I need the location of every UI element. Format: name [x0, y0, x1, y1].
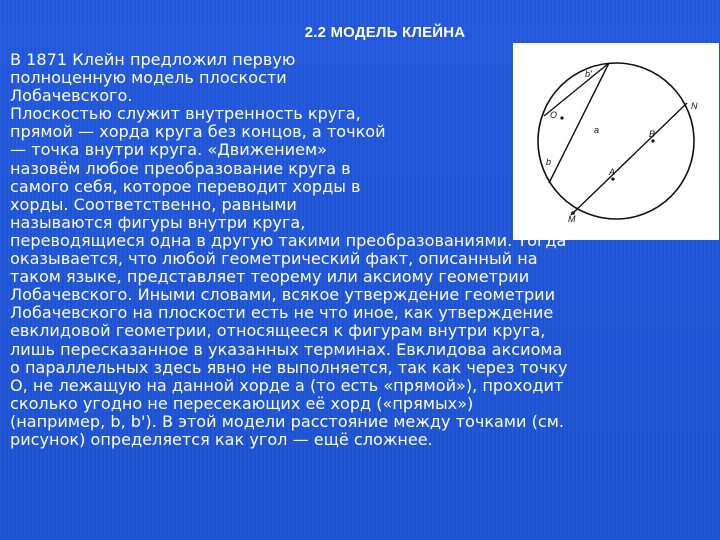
body-line: называются фигуры внутри круга, [10, 212, 306, 232]
body-line: Плоскостью служит внутренность круга, [10, 104, 361, 124]
label-M: M [568, 214, 576, 224]
body-line: таком языке, представляет теорему или аксиому геометрии [10, 267, 530, 287]
label-a: a [594, 125, 600, 135]
label-O: O [550, 110, 558, 120]
body-line: переводящиеся одна в другую такими преобразованиями. Тогда [10, 230, 567, 250]
body-line: прямой — хорда круга без концов, а точкой [10, 122, 386, 142]
body-text [10, 51, 710, 449]
label-A: A [609, 167, 616, 177]
body-line: хорды. Соответственно, равными [10, 194, 297, 214]
body-line: сколько угодно не пересекающих её хорд («прямых») [10, 393, 474, 413]
label-N: N [691, 101, 698, 111]
body-line: — точка внутри круга. «Движением» [10, 140, 327, 160]
body-line: В 1871 Клейн предложил первую [10, 50, 296, 69]
slide-title: 2.2 МОДЕЛЬ КЛЕЙНА [304, 24, 466, 41]
label-b-prime: b' [585, 69, 592, 79]
body-line: полноценную модель плоскости [10, 68, 287, 88]
body-line: оказывается, что любой геометрический факт, описанный на [10, 249, 538, 269]
body-line: рисунок) определяется как угол — ещё сложнее. [10, 429, 433, 449]
label-B: B [649, 129, 656, 139]
body-line: о параллельных здесь явно не выполняется, так как через точку [10, 357, 568, 377]
body-line: О, не лежащую на данной хорде а (то есть «прямой»), проходит [10, 375, 564, 395]
body-line: самого себя, которое переводит хорды в [10, 176, 361, 196]
body-line: (например, b, b'). В этой модели расстояние между точками (см. [10, 411, 565, 431]
body-line: Лобачевского. Иными словами, всякое утверждение геометрии [10, 285, 556, 305]
label-b: b [546, 157, 552, 167]
body-line: Лобачевского. [10, 86, 133, 106]
body-line: Лобачевского на плоскости есть не что иное, как утверждение [10, 303, 554, 323]
body-line: евклидовой геометрии, относящееся к фигурам внутри круга, [10, 321, 546, 341]
body-line: назовём любое преобразование круга в [10, 158, 351, 178]
body-line: лишь пересказанное в указанных терминах. Евклидова аксиома [10, 339, 563, 359]
